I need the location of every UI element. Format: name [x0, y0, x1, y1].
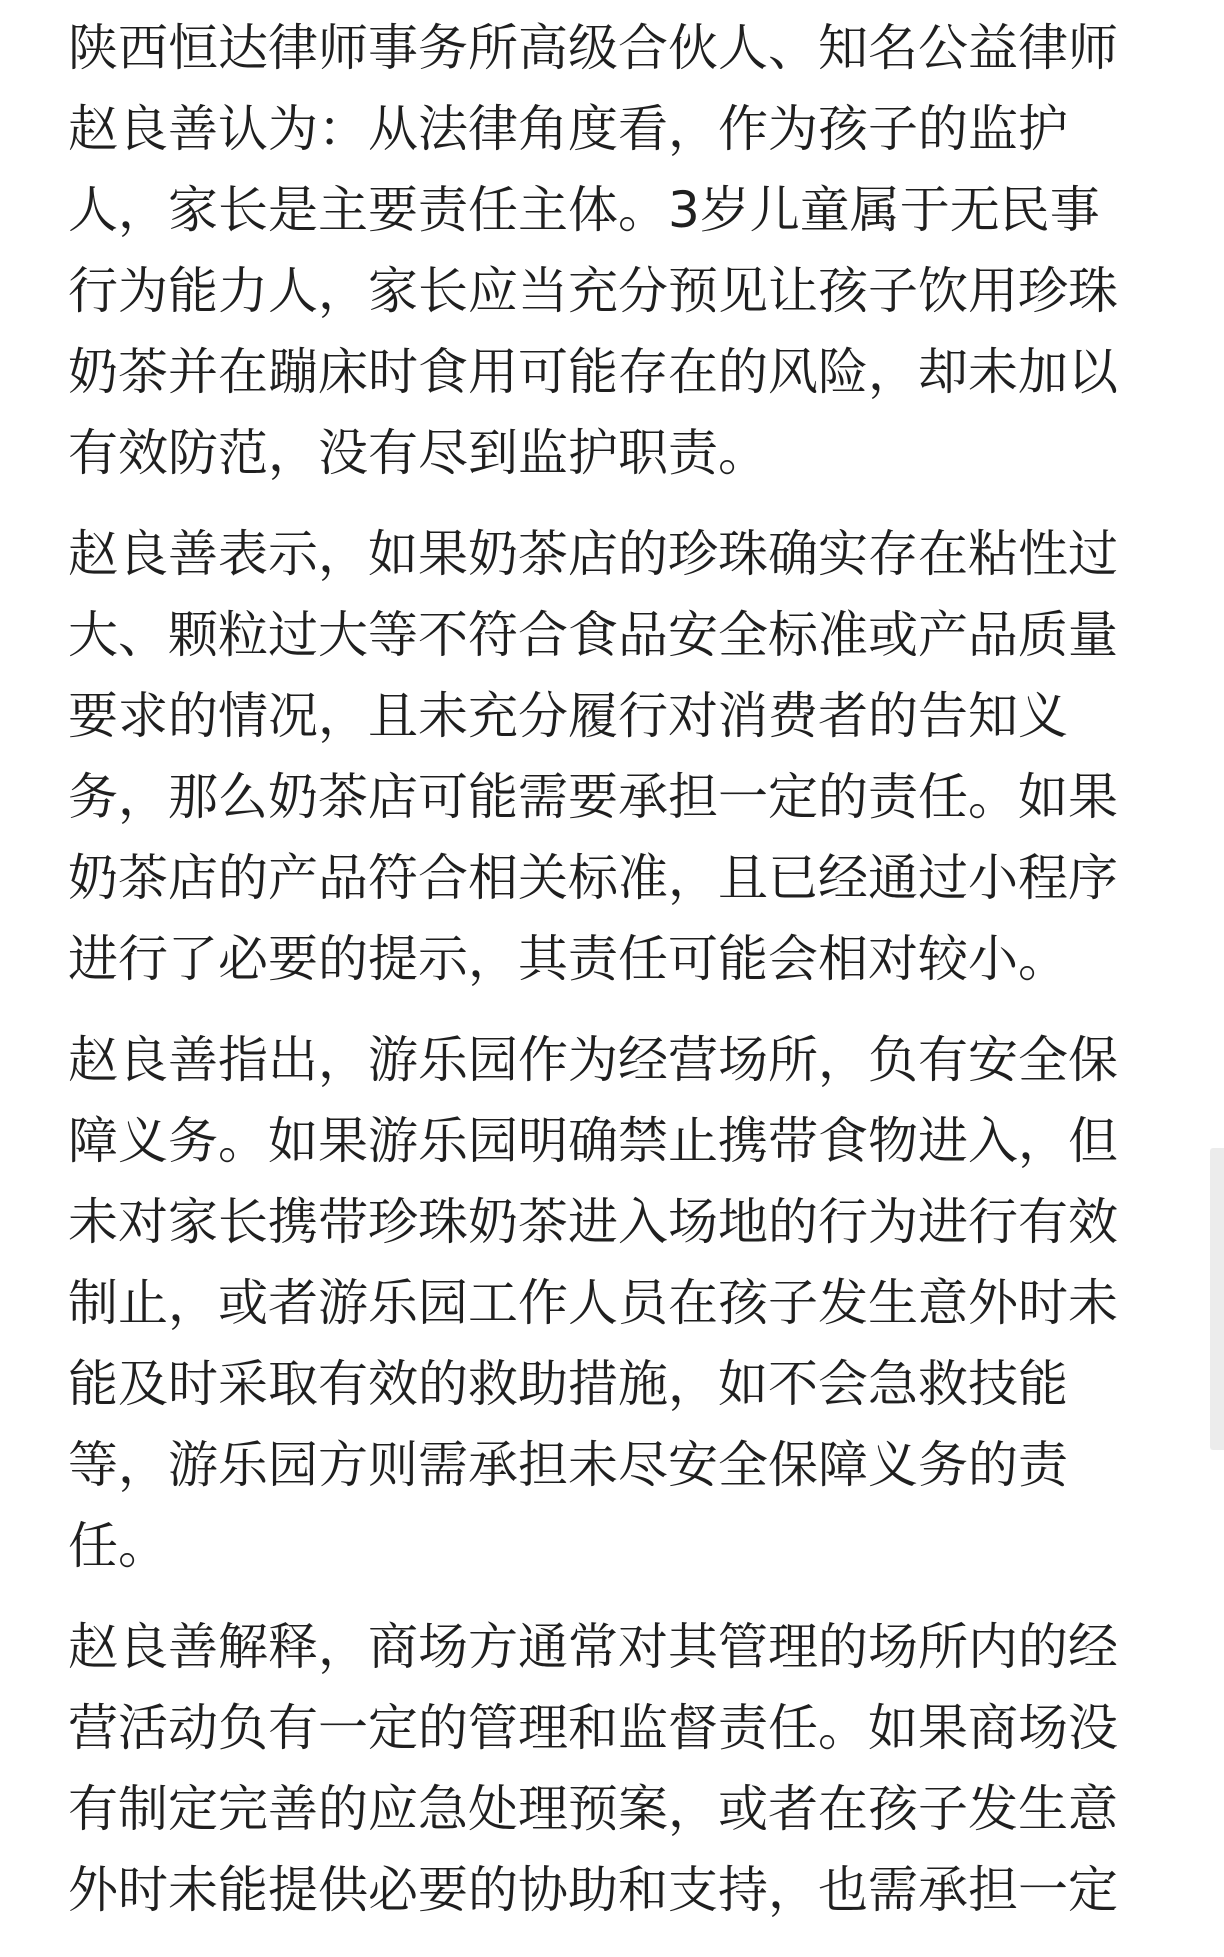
scrollbar-thumb[interactable] [1210, 1148, 1224, 1450]
text-line: 赵良善解释，商场方通常对其管理的场所内的经 [68, 1618, 1118, 1676]
text-line: 外时未能提供必要的协助和支持，也需承担一定 [68, 1861, 1118, 1919]
text-line: 赵良善指出，游乐园作为经营场所，负有安全保 [68, 1031, 1118, 1089]
text-line: 营活动负有一定的管理和监督责任。如果商场没 [68, 1699, 1118, 1757]
text-line: 进行了必要的提示，其责任可能会相对较小。 [68, 930, 1068, 988]
text-line: 行为能力人，家长应当充分预见让孩子饮用珍珠 [68, 262, 1118, 320]
article-paragraph-1 [68, 8, 1168, 494]
text-line: 赵良善认为：从法律角度看，作为孩子的监护 [68, 100, 1068, 158]
text-line: 有制定完善的应急处理预案，或者在孩子发生意 [68, 1780, 1118, 1838]
text-line: 大、颗粒过大等不符合食品安全标准或产品质量 [68, 606, 1118, 664]
article-body [68, 8, 1168, 1951]
text-line: 赵良善表示，如果奶茶店的珍珠确实存在粘性过 [68, 525, 1118, 583]
article-paragraph-2 [68, 514, 1168, 1000]
text-line: 陕西恒达律师事务所高级合伙人、知名公益律师 [68, 19, 1118, 77]
text-line: 奶茶店的产品符合相关标准，且已经通过小程序 [68, 849, 1118, 907]
text-line: 能及时采取有效的救助措施，如不会急救技能 [68, 1355, 1068, 1413]
text-line: 务，那么奶茶店可能需要承担一定的责任。如果 [68, 768, 1118, 826]
text-line: 人，家长是主要责任主体。3岁儿童属于无民事 [68, 181, 1100, 239]
text-line: 任。 [68, 1517, 168, 1575]
text-line: 奶茶并在蹦床时食用可能存在的风险，却未加以 [68, 343, 1118, 401]
text-line: 制止，或者游乐园工作人员在孩子发生意外时未 [68, 1274, 1118, 1332]
text-line: 要求的情况，且未充分履行对消费者的告知义 [68, 687, 1068, 745]
text-line: 障义务。如果游乐园明确禁止携带食物进入，但 [68, 1112, 1118, 1170]
article-paragraph-4 [68, 1607, 1168, 1931]
text-line: 等，游乐园方则需承担未尽安全保障义务的责 [68, 1436, 1068, 1494]
text-line: 未对家长携带珍珠奶茶进入场地的行为进行有效 [68, 1193, 1118, 1251]
article-paragraph-3 [68, 1020, 1168, 1587]
text-line: 有效防范，没有尽到监护职责。 [68, 424, 768, 482]
